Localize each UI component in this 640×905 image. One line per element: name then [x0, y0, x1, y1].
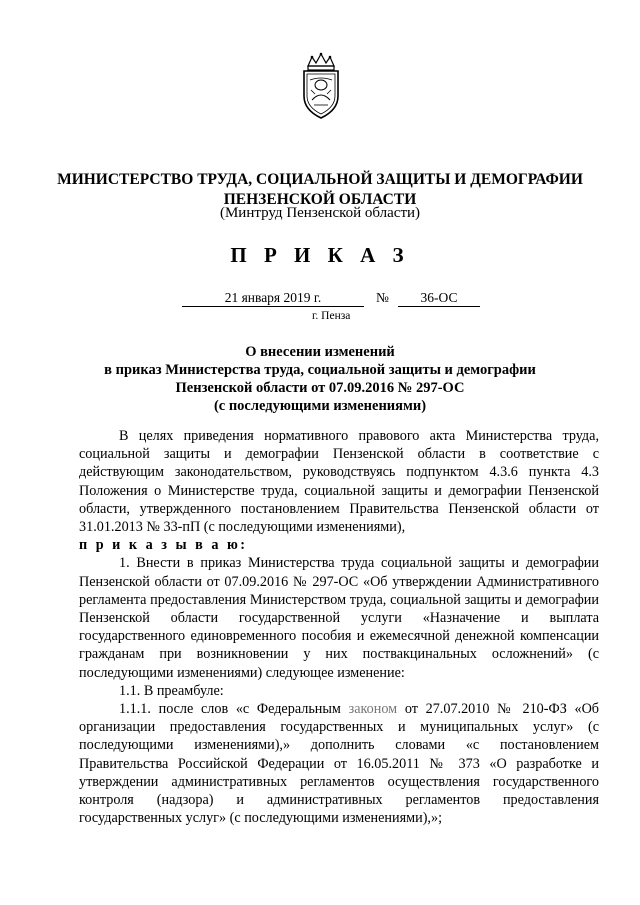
preamble-paragraph: В целях приведения нормативного правового акта Министерства труда, социальной защиты и демографии Пензенской области в соответствие с действующим законодательством, руководствуясь подпунктом 4.3.6 пункта 4.3 Положения о Министерстве труда, социальной защиты и демографии Пензенской области, утвержденного постановлением Правительства Пензенской области от 31.01.2013 № 33-пП (с последующими изменениями), [79, 428, 599, 536]
organization-line-2: ПЕНЗЕНСКОЙ ОБЛАСТИ [223, 191, 417, 208]
item-1-1-paragraph: 1.1. В преамбуле: [119, 682, 224, 699]
document-title [0, 343, 640, 415]
document-type-heading: П Р И К А З [230, 243, 410, 267]
title-line-2: в приказ Министерства труда, социальной защиты и демографии [104, 362, 536, 378]
organization-short-name: (Минтруд Пензенской области) [219, 205, 421, 221]
organization-name [0, 170, 640, 210]
item-1-1-1-text-end: от 27.07.2010 № 210-ФЗ «Об организации предоставления государственных и муниципальных услуг» (с последующими изменениями),» дополнить словами «с постановлением Правительства Российской Федерации от 16.05.2011 № 373 «О разработке и утверждении административных регламентов осуществления государственного контроля (надзора) и административных регламентов предоставления государственных услуг» (с последующими изменениями),»; [79, 701, 600, 827]
number-label: № [376, 290, 389, 305]
document-body [79, 427, 599, 827]
title-line-3: Пензенской области от 07.09.2016 № 297-ОС [175, 380, 465, 396]
law-link-text: законом [348, 701, 398, 718]
coat-of-arms-icon [296, 52, 346, 122]
document-city: г. Пенза [312, 310, 351, 322]
item-1-1-1-paragraph [79, 700, 599, 827]
title-line-4: (с последующими изменениями) [213, 398, 427, 414]
item-1-1-1-text-start: 1.1.1. после слов «с Федеральным [119, 701, 341, 718]
title-line-1: О внесении изменений [245, 344, 395, 360]
organization-line-1: МИНИСТЕРСТВО ТРУДА, СОЦИАЛЬНОЙ ЗАЩИТЫ И ДЕМОГРАФИИ [57, 171, 583, 188]
document-date: 21 января 2019 г. [182, 290, 364, 307]
order-word: п р и к а з ы в а ю: [79, 537, 248, 554]
item-1-paragraph: 1. Внести в приказ Министерства труда социальной защиты и демографии Пензенской области от 07.09.2016 № 297-ОС «Об утверждении Административного регламента предоставления Министерством труда, социальной защиты и демографии Пензенской области государственной услуги «Назначение и выплата государственного единовременного пособия и ежемесячной денежной компенсации гражданам при возникновении у них поствакцинальных осложнений» (с последующими изменениями) следующее изменение: [79, 555, 599, 681]
document-number: 36-ОС [398, 290, 480, 307]
